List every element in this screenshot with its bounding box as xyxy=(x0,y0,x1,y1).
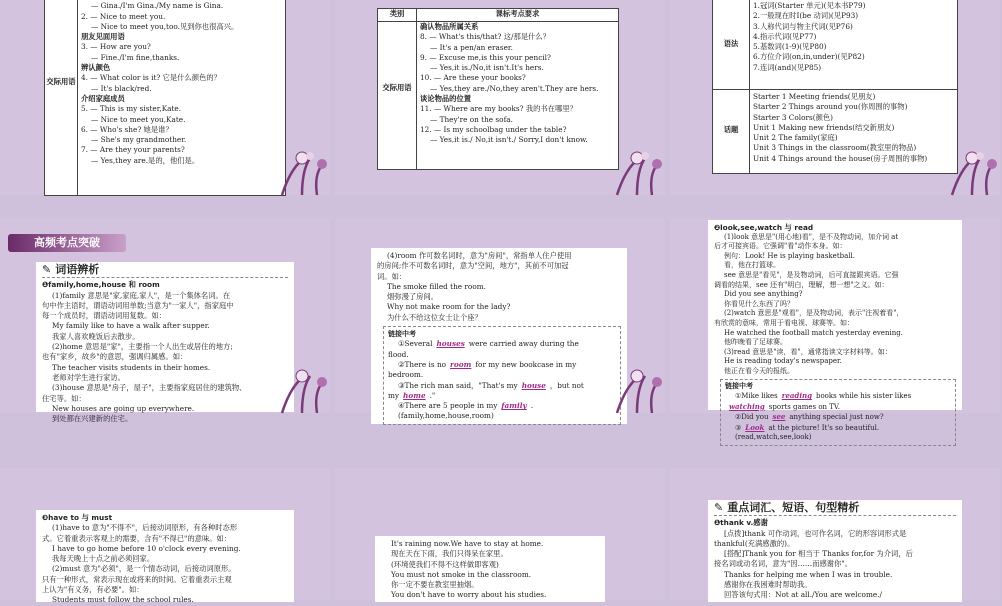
grammar-item: 3.人称代词与物主代词(见P76) xyxy=(753,21,853,31)
category-label: 交际用语 xyxy=(46,77,76,86)
slide-tile-4 xyxy=(0,218,330,424)
exam-link-box xyxy=(720,379,956,447)
example: The smoke filled the room. xyxy=(387,281,486,291)
line: 后才可接宾语。它强调"看"动作本身。如： xyxy=(714,242,847,251)
example: 为什么不给这位女士让个座？ xyxy=(387,312,482,322)
line: — Yes,they are./No,they aren't.They are hers. xyxy=(430,83,599,93)
line: — Fine./I'm fine,thanks. xyxy=(91,52,180,62)
line: — Gina./I'm Gina./My name is Gina. xyxy=(91,1,224,11)
answer-blank: houses xyxy=(436,339,465,349)
subheading: ❶thank v.感谢 xyxy=(714,518,768,528)
line: 7. — Are they your parents? xyxy=(81,145,185,155)
exercise: my home ." xyxy=(388,390,436,400)
line: 调看的结果，see 还有"明白，理解，想一想"之义。如： xyxy=(714,280,889,289)
comm-table-card xyxy=(44,0,286,196)
link-title: 链接中考 xyxy=(725,381,753,390)
answer-blank: Look xyxy=(745,422,765,432)
topic-item: Starter 1 Meeting friends(见朋友) xyxy=(753,92,876,101)
line: — Nice to meet you,too.见到你也很高兴。 xyxy=(91,21,239,31)
line: 9. — Excuse me,is this your pencil? xyxy=(420,52,551,62)
line: 3. — How are you? xyxy=(81,42,151,52)
line: 只有一种形式，常表示现在或将来的时间。它着重表示主观 xyxy=(42,574,232,584)
answer-blank: see xyxy=(772,412,786,422)
topic-item: Starter 2 Things around you(你周围的事物) xyxy=(753,102,908,112)
subheading: ❷look,see,watch 与 read xyxy=(714,223,814,232)
line: [搭配]Thank you for 相当于 Thanks for,for 为介词，后 xyxy=(724,549,913,559)
line: — Yes,it is./No,it isn't.It's hers. xyxy=(430,63,544,73)
line: — It's a pen/an eraser. xyxy=(430,42,513,52)
answer-blank: family xyxy=(501,401,527,411)
line: 回答该句式用：Not at all./You are welcome./ xyxy=(724,590,882,600)
line: 也有"家乡，故乡"的意思，强调归属感。如： xyxy=(42,352,188,362)
example: It's raining now.We have to stay at home. xyxy=(391,539,544,548)
exercise: ④There are 5 people in my family . xyxy=(398,401,534,411)
word-analysis-card-2 xyxy=(371,248,627,424)
topic-item: Unit 3 Things in the classroom(教室里的物品) xyxy=(753,143,917,153)
line: 的房间;作不可数名词时，意为"空间，地方"，其前不可加冠 xyxy=(377,261,569,271)
example: Students must follow the school rules. xyxy=(52,595,194,605)
flower-decoration xyxy=(272,140,332,195)
comm-lines xyxy=(81,0,238,166)
grammar-item: 4.指示代词(见P77) xyxy=(753,31,817,41)
example: 我每天晚上十点之前必须回家。 xyxy=(52,554,155,564)
topic-item: Starter 3 Colors(颜色) xyxy=(753,112,834,122)
example: He watched the football match yesterday evening. xyxy=(724,328,903,337)
grammar-item: 1.冠词(Starter 单元)(见本书P79) xyxy=(753,1,866,10)
example: My family like to have a walk after supper. xyxy=(52,321,210,331)
line: 上认为"有义务，有必要"。如： xyxy=(42,585,144,595)
options: (family,home,house,room) xyxy=(398,411,494,421)
answer-blank: reading xyxy=(781,391,812,401)
topic-item: Unit 1 Making new friends(结交新朋友) xyxy=(753,122,895,132)
example: 他正在看今天的报纸。 xyxy=(724,366,794,375)
example: 老师对学生进行家访。 xyxy=(52,372,125,382)
exercise: ②Did you see anything special just now? xyxy=(735,412,884,422)
line: (2)home 意思是"家"，主要指一个人出生或居住的地方; xyxy=(52,342,233,352)
exam-link-box xyxy=(383,326,621,425)
answer-blank: room xyxy=(450,359,472,369)
example: Why not make room for the lady? xyxy=(387,302,511,312)
example: 现在天在下雨，我们只得呆在家里。 xyxy=(391,549,508,559)
example: 你一定不要在教室里抽烟。 xyxy=(391,580,479,590)
example: New houses are going up everywhere. xyxy=(52,403,195,413)
example: 我家人喜欢晚饭后去散步。 xyxy=(52,331,140,341)
divider xyxy=(749,89,957,90)
comm-lines xyxy=(420,22,598,146)
topic-category xyxy=(713,89,750,173)
grammar-item: 2.一般现在时I(be 动词)(见P93) xyxy=(753,11,859,21)
line: 每一个成员时，谓语动词用复数。如： xyxy=(42,311,167,321)
flower-decoration xyxy=(272,358,332,413)
subheading: ❸have to 与 must xyxy=(42,513,113,522)
example: 到处都在兴建新的住宅。 xyxy=(52,414,133,424)
slide-tile-5 xyxy=(335,218,665,421)
example: 烟弥漫了房间。 xyxy=(387,292,439,302)
line: (2)must 意为"必须"，是一个情态动词，后接动词原形。 xyxy=(52,564,236,574)
line: (2)watch 意思是"观看"，是及物动词，表示"注视着看"， xyxy=(724,309,904,318)
example: He is reading today's newspaper. xyxy=(724,357,842,366)
grammar-item: 5.基数词(1-9)(见P80) xyxy=(753,42,827,52)
slide-tile-9 xyxy=(670,468,1000,600)
topic-label: 话题 xyxy=(723,125,739,134)
line: [点拨]thank 可作动词，也可作名词，它的形容词形式是 xyxy=(724,528,907,538)
header-category: 类别 xyxy=(378,9,417,21)
example: You don't have to worry about his studies. xyxy=(391,590,547,600)
topic-item: Unit 2 The family(家庭) xyxy=(753,133,838,143)
example: 例句：Look! He is playing basketball. xyxy=(724,251,855,260)
line: — Yes,it is./ No,it isn't./ Sorry,I don't know. xyxy=(430,135,588,145)
answer-blank: home xyxy=(403,390,426,400)
line: 有欣赏的意味，常用于看电视、球赛等。如： xyxy=(714,318,854,327)
example: Did you see anything? xyxy=(724,290,803,299)
line: — It's black/red. xyxy=(91,83,152,93)
exercise: ②There is no room for my new bookcase in my xyxy=(398,359,577,369)
line: 5. — This is my sister,Kate. xyxy=(81,104,182,114)
line: (3)house 意思是"房子，屋子"，主要指家庭居住的建筑物、 xyxy=(52,383,247,393)
grammar-item: 6.方位介词(on,in,under)(见P82) xyxy=(753,52,865,62)
line: (4)room 作可数名词时，意为"房间"，常指单人住户使用 xyxy=(387,251,572,260)
slide-tile-2 xyxy=(335,0,665,195)
slide-tile-3 xyxy=(670,0,1000,195)
subheading: ❶family,home,house 和 room xyxy=(42,280,160,290)
line: 住宅等。如： xyxy=(42,393,86,403)
line: 4. — What color is it? 它是什么颜色的？ xyxy=(81,73,221,83)
example: You must not smoke in the classroom. xyxy=(391,569,532,579)
flower-decoration xyxy=(942,140,1002,195)
example: (环境使我们不得不这样做即客观) xyxy=(391,559,499,569)
comm-table-card-2 xyxy=(377,8,619,170)
grammar-list xyxy=(753,1,865,73)
line: (1)family 意思是"家,家庭,家人"，是一个集体名词。在 xyxy=(52,290,231,300)
line: — Nice to meet you,Kate. xyxy=(91,114,186,124)
line: 句中作主语时，谓语动词用单数;当意为"一家人"，指家庭中 xyxy=(42,300,234,310)
exercise: bedroom. xyxy=(388,370,424,380)
exercise: ③ Look at the picture! It's so beautiful. xyxy=(735,422,880,432)
answer-blank: house xyxy=(521,380,546,390)
grammar-category xyxy=(713,0,750,90)
line: see 意思是"看见"，是及物动词，后可直接跟宾语。它强 xyxy=(724,270,899,279)
flower-decoration xyxy=(607,140,667,195)
word-analysis-card-3 xyxy=(708,220,962,442)
line: 式。它着重表示客观上的需要，含有"不得已"的意味。如： xyxy=(42,533,232,543)
exercise: watching sports games on TV. xyxy=(725,402,951,413)
line: 2. — Nice to meet you. xyxy=(81,11,166,21)
line: 12. — Is my schoolbag under the table? xyxy=(420,124,567,134)
example: The teacher visits students in their homes. xyxy=(52,362,211,372)
line: — She's my grandmother. xyxy=(91,135,187,145)
line: thankful(充满感激的)。 xyxy=(714,538,795,548)
example: 感谢你在我困难时帮助我。 xyxy=(724,580,812,590)
example: I have to go home before 10 o'clock every evening. xyxy=(52,543,241,553)
exercise: ①Several houses were carried away during the xyxy=(398,339,579,349)
exercise: ③The rich man said，"That's my house ，but not xyxy=(398,380,584,390)
exercise: ①Mike likes reading books while his sister likes xyxy=(735,391,912,401)
section-title: ✎ 重点词汇、短语、句型精析 xyxy=(714,503,956,516)
example: 看，他在打篮球。 xyxy=(724,261,780,270)
word-analysis-card-4 xyxy=(36,510,294,605)
link-title: 链接中考 xyxy=(388,330,416,339)
category-column xyxy=(378,21,417,169)
example: Thanks for helping me when I was in trouble. xyxy=(724,569,893,579)
line: 接名词或动名词，意为"因……而感谢你"。 xyxy=(714,559,853,569)
category-column xyxy=(45,0,78,195)
subheading: 谈论物品的位置 xyxy=(420,94,472,104)
subheading: 介绍家庭成员 xyxy=(81,93,125,103)
line: (3)read 意思是"读，看"，通常指读文字材料等。如： xyxy=(724,347,892,356)
slide-tile-1 xyxy=(0,0,330,195)
grammar-label: 语法 xyxy=(723,39,739,48)
slide-tile-6 xyxy=(670,218,1000,442)
answer-blank: watching xyxy=(729,401,765,411)
topic-list xyxy=(753,92,927,164)
line: 11. — Where are my books? 我的书在哪里？ xyxy=(420,104,577,114)
slide-tile-8 xyxy=(335,468,665,600)
slide-tile-7 xyxy=(0,468,330,605)
grammar-item: 7.连词(and)(见P85) xyxy=(753,62,822,72)
line: (1)look 意思是"(用心地)看"，是不及物动词，加介词 at xyxy=(724,232,899,241)
pen-icon: ✎ xyxy=(714,501,724,514)
section-title: ✎ 词语辨析 xyxy=(42,265,288,278)
topic-item: Unit 4 Things around the house(房子周围的事物) xyxy=(753,153,928,163)
grammar-topic-card xyxy=(712,0,958,174)
flower-decoration xyxy=(607,358,667,413)
line: (1)have to 意为"不得不"，后接动词原形，有各种时态形 xyxy=(52,523,238,533)
subheading: 朋友见面用语 xyxy=(81,32,125,42)
category-label: 交际用语 xyxy=(382,83,412,92)
key-words-card xyxy=(708,500,962,602)
line: 6. — Who's she? 她是谁？ xyxy=(81,124,173,134)
subheading: 辨认颜色 xyxy=(81,63,111,73)
example: 他昨晚看了足球赛。 xyxy=(724,338,787,347)
line: — Yes,they are.是的，他们是。 xyxy=(91,155,200,165)
line: — They're on the sofa. xyxy=(430,114,513,124)
pen-icon: ✎ xyxy=(42,263,52,276)
word-analysis-card xyxy=(36,262,294,424)
exercise: flood. xyxy=(388,349,409,359)
example-card xyxy=(375,536,605,602)
options: (read,watch,see,look) xyxy=(735,433,812,442)
line: 8. — What's this/that? 这/那是什么？ xyxy=(420,32,551,42)
line: 词。如： xyxy=(377,271,407,281)
section-banner: 高频考点突破 xyxy=(8,234,126,252)
header-requirement: 课标考点要求 xyxy=(495,9,540,18)
line: 10. — Are these your books? xyxy=(420,73,526,83)
example: 你看见什么东西了吗？ xyxy=(724,299,794,308)
subheading: 确认物品所属关系 xyxy=(420,22,479,31)
